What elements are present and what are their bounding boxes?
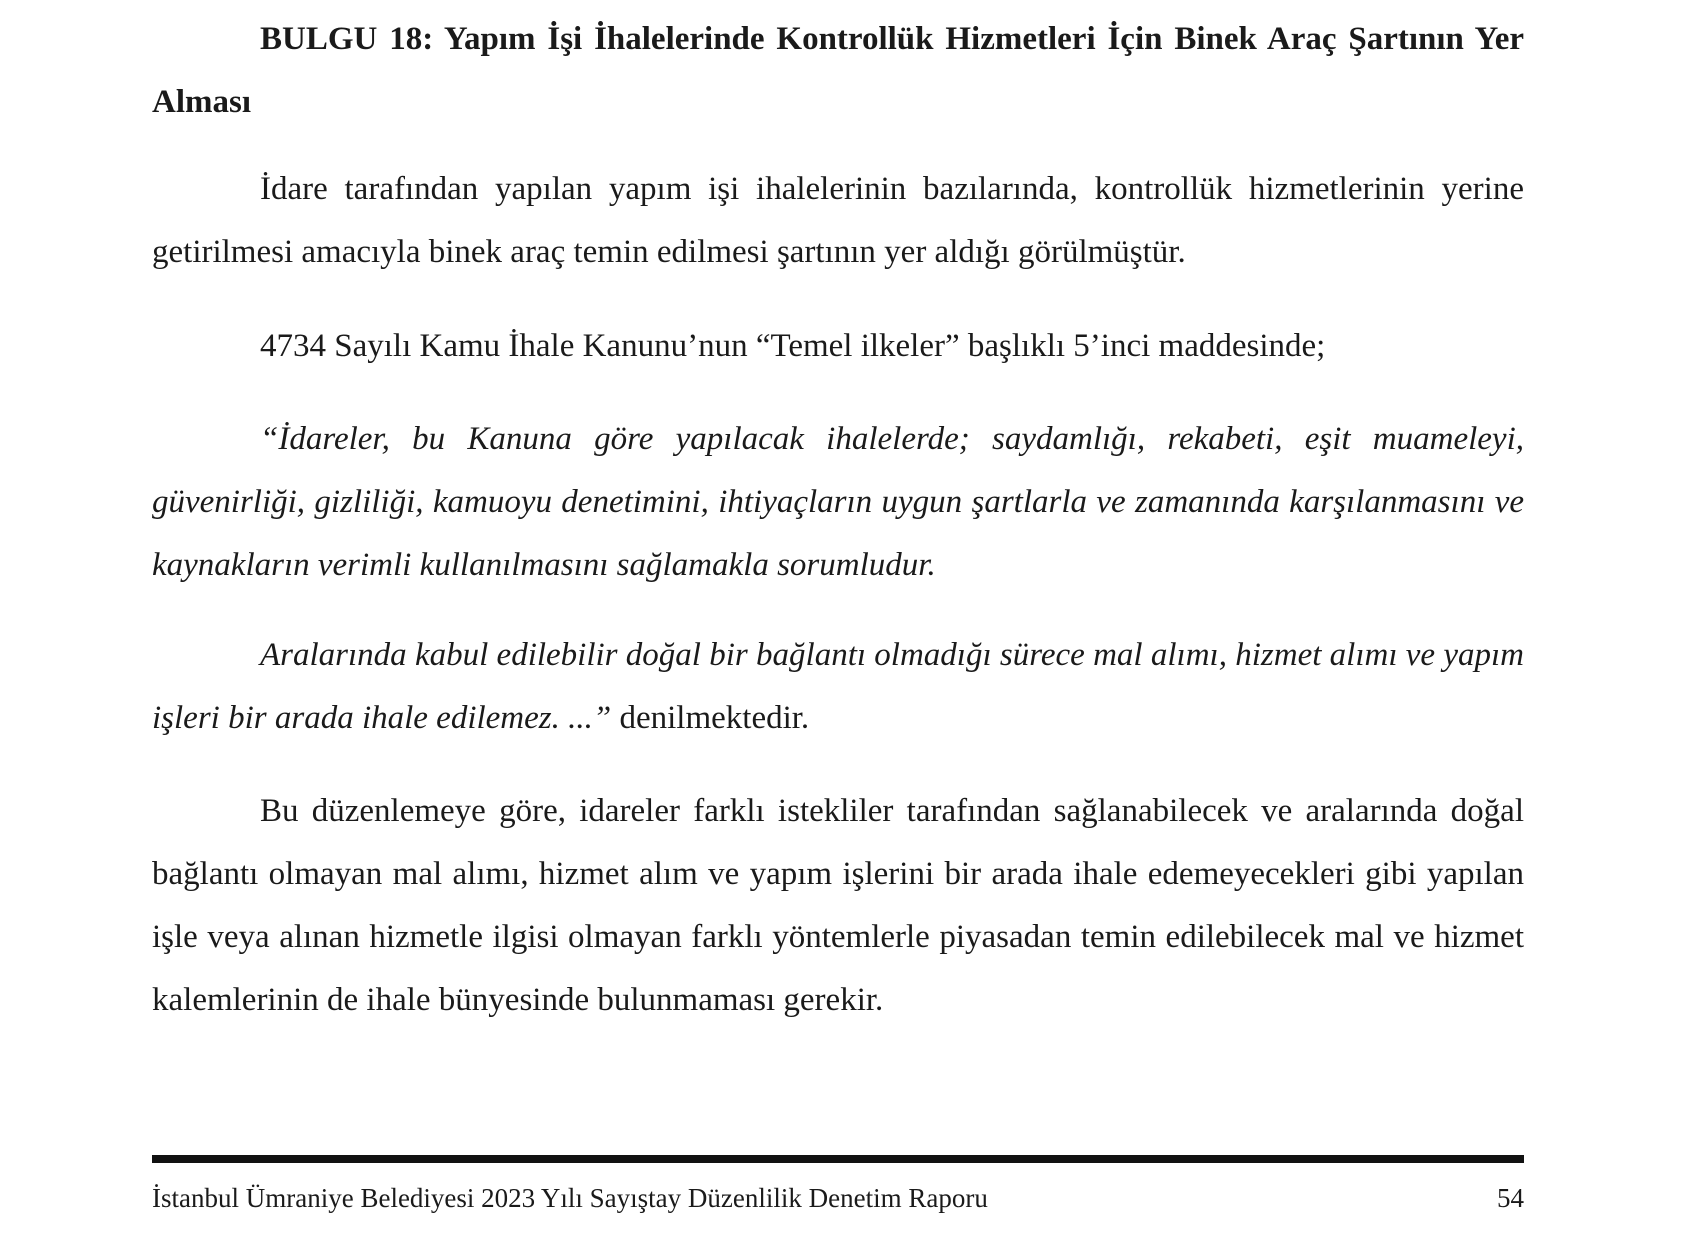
finding-heading: BULGU 18: Yapım İşi İhalelerinde Kontrollük Hizmetleri İçin Binek Araç Şartının Yer Alması: [152, 21, 1524, 120]
footer-divider: [152, 1155, 1524, 1163]
paragraph-law-quote-continued: [152, 624, 1524, 750]
paragraph-interpretation: Bu düzenlemeye göre, idareler farklı istekliler tarafından sağlanabilecek ve aralarında doğal bağlantı olmayan mal alımı, hizmet alım ve yapım işlerini bir arada ihale edemeyecekleri gibi yapılan işle veya alınan hizmetle ilgisi olmayan farklı yöntemlerle piyasadan temin edilebilecek mal ve hizmet kalemlerinin de ihale bünyesinde bulunmaması gerekir.: [152, 793, 1524, 1018]
footer-page-number: 54: [1497, 1183, 1524, 1213]
paragraph-law-reference: 4734 Sayılı Kamu İhale Kanunu’nun “Temel ilkeler” başlıklı 5’inci maddesinde;: [260, 328, 1326, 364]
law-quote-tail-text: denilmektedir.: [611, 700, 810, 736]
document-page: [152, 0, 1524, 1260]
paragraph-finding-summary: İdare tarafından yapılan yapım işi ihalelerinin bazılarında, kontrollük hizmetlerinin yerine getirilmesi amacıyla binek araç temin edilmesi şartının yer aldığı görülmüştür.: [152, 171, 1524, 270]
law-quote-italic-text: Aralarında kabul edilebilir doğal bir bağlantı olmadığı sürece mal alımı, hizmet alımı ve yapım işleri bir arada ihale edilemez. ...”: [152, 637, 1524, 736]
footer-report-title: İstanbul Ümraniye Belediyesi 2023 Yılı Sayıştay Düzenlilik Denetim Raporu: [152, 1183, 988, 1213]
paragraph-law-quote: “İdareler, bu Kanuna göre yapılacak ihalelerde; saydamlığı, rekabeti, eşit muameleyi, güvenirliği, gizliliği, kamuoyu denetimini, ihtiyaçların uygun şartlarla ve zamanında karşılanmasını ve kaynakların verimli kullanılmasını sağlamakla sorumludur.: [152, 421, 1524, 583]
